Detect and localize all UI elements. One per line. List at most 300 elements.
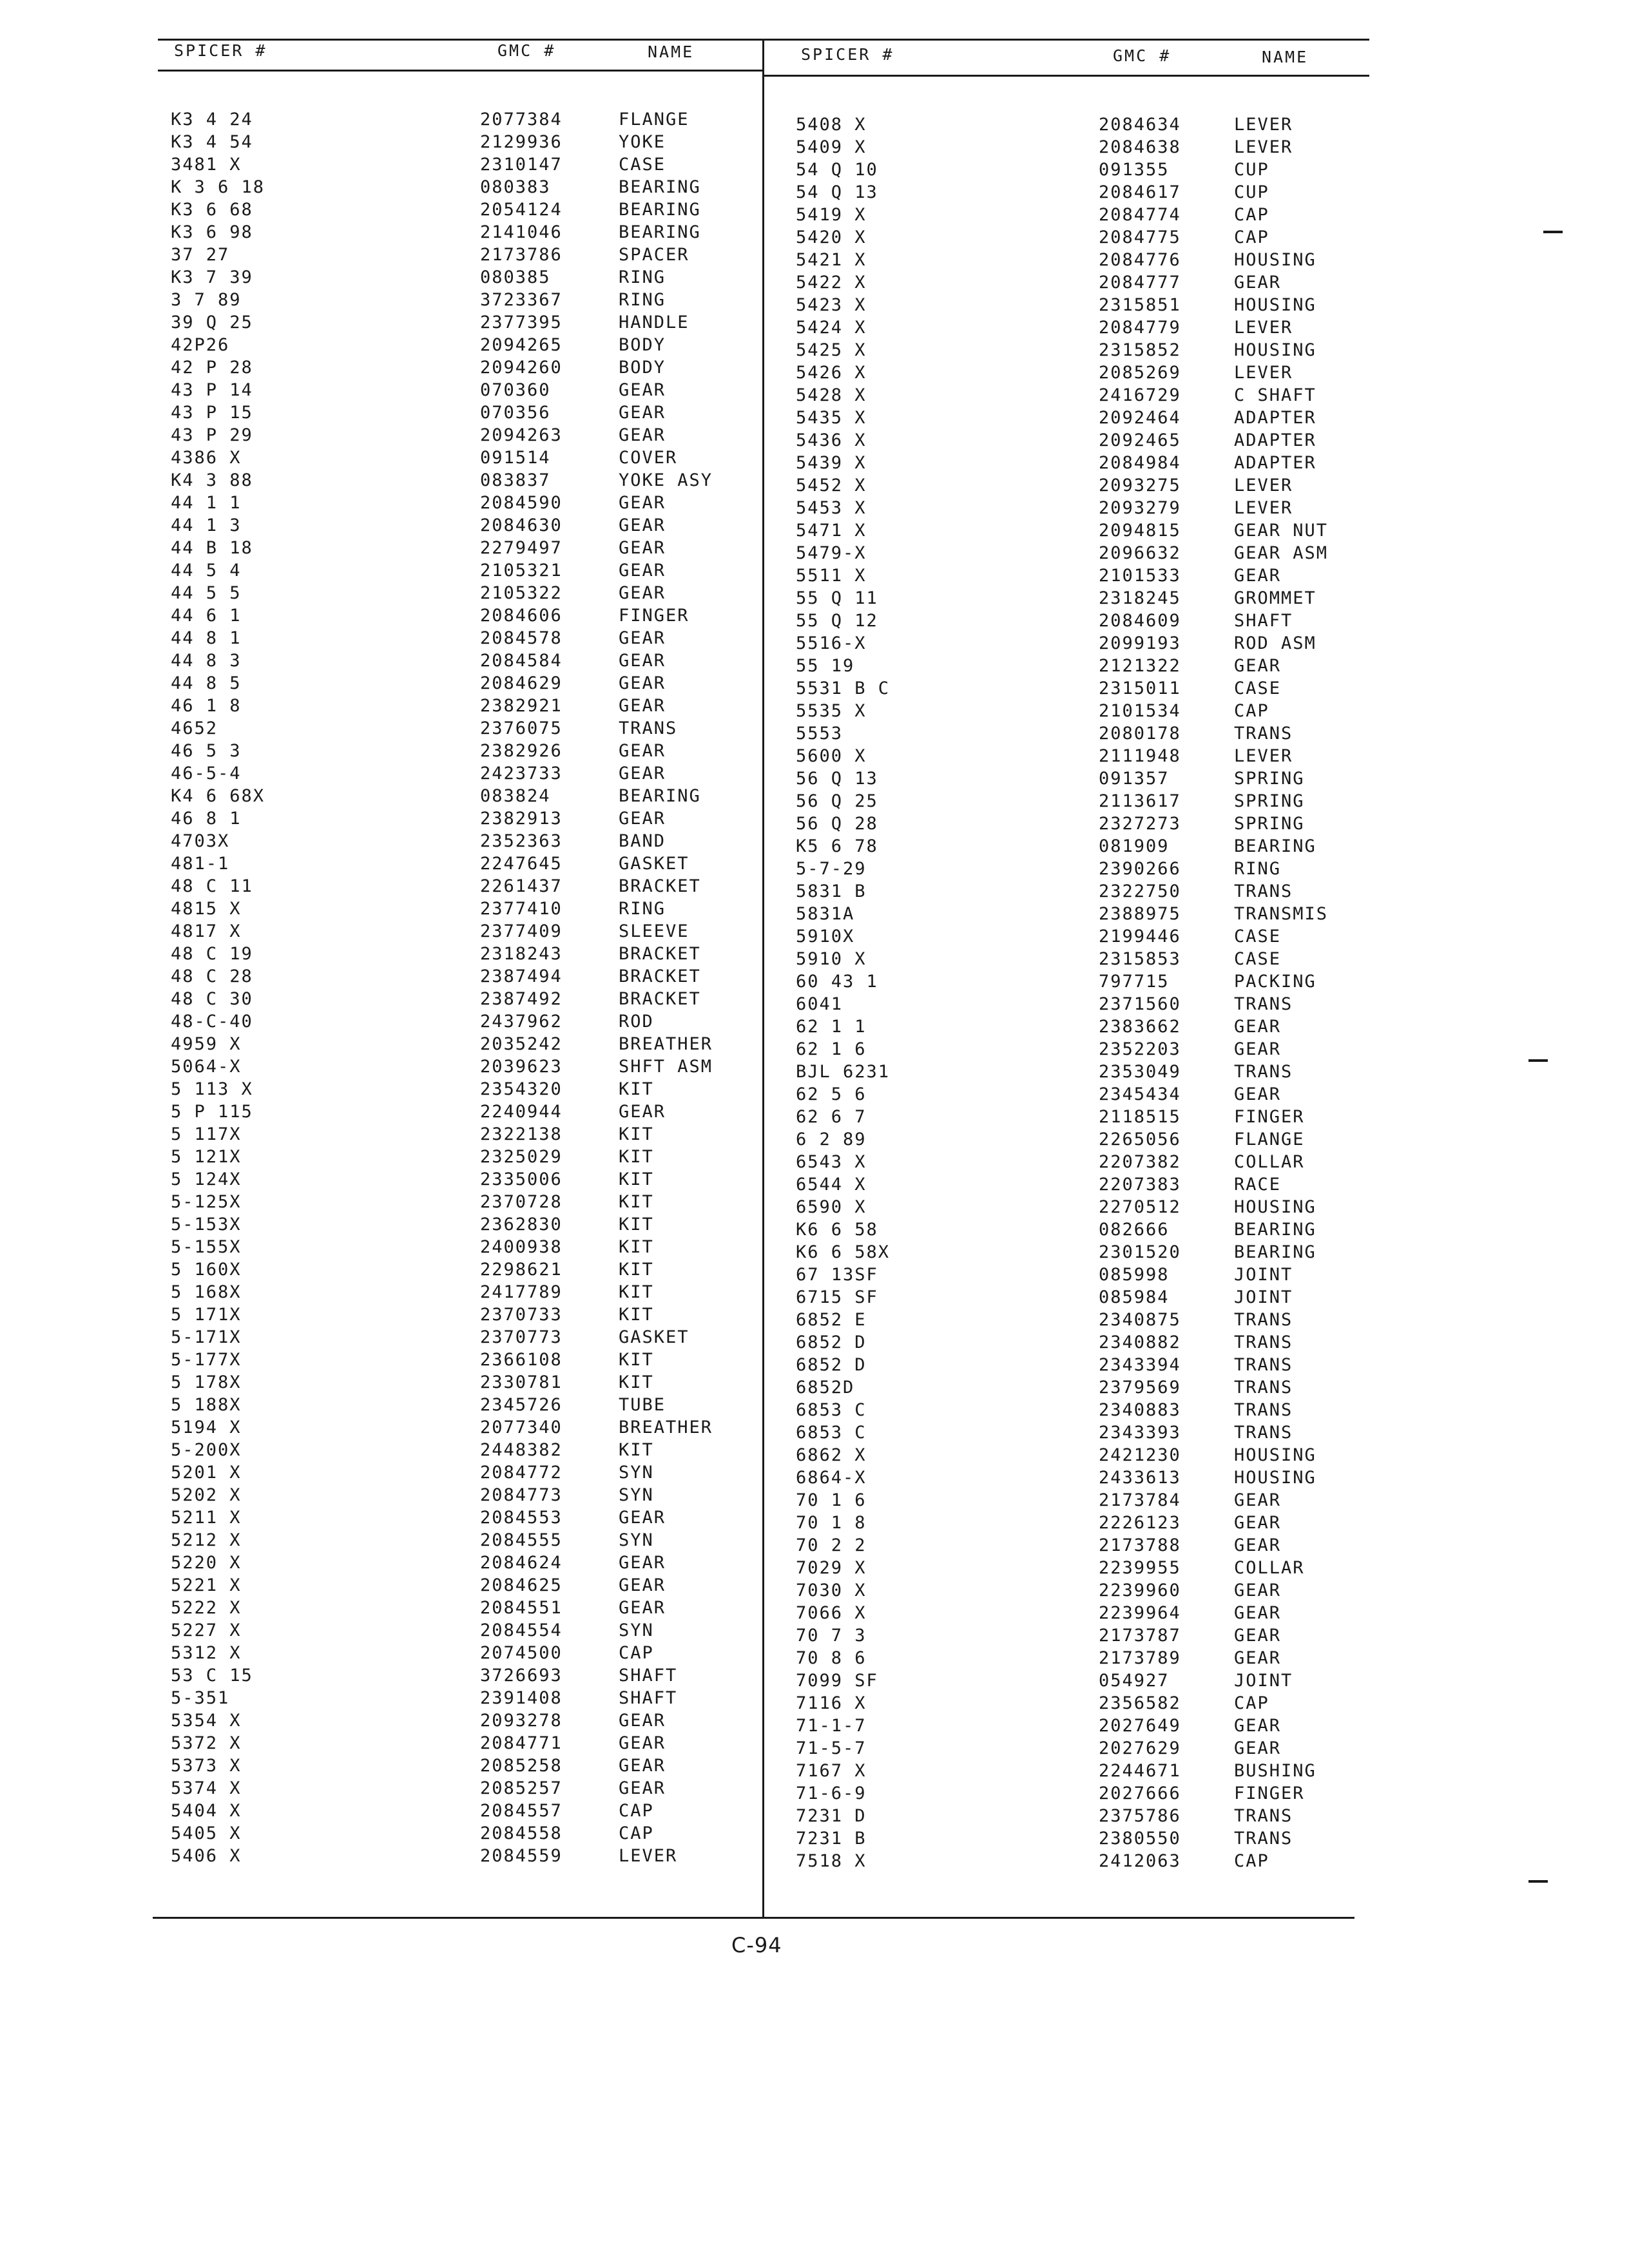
left-gmc-number: 2370733 [480,1305,563,1325]
left-gmc-number: 3723367 [480,290,563,310]
right-part-name: FINGER [1234,1107,1305,1127]
left-spicer-number: 3481 X [171,155,242,175]
right-spicer-column [796,113,890,1872]
right-part-name: CAP [1234,227,1269,247]
right-gmc-number: 2027649 [1099,1716,1181,1736]
left-part-name: GEAR [619,673,666,693]
right-gmc-number: 2433613 [1099,1468,1181,1488]
left-spicer-number: 4815 X [171,899,242,919]
right-part-name: TRANS [1234,724,1293,744]
left-gmc-number: 2417789 [480,1282,563,1302]
left-part-name: GEAR [619,515,666,535]
left-spicer-number: 5-200X [171,1440,242,1460]
right-spicer-number: 70 1 8 [796,1513,867,1533]
left-spicer-number: 44 5 5 [171,583,242,603]
left-spicer-number: 5406 X [171,1846,242,1866]
right-spicer-number: 71-5-7 [796,1738,867,1758]
right-part-name: LEVER [1234,115,1293,135]
left-gmc-number: 2382921 [480,696,563,716]
left-spicer-number: 44 1 3 [171,515,242,535]
right-part-name: CAP [1234,1851,1269,1871]
right-gmc-number: 2353049 [1099,1062,1181,1082]
left-spicer-number: 42P26 [171,335,230,355]
left-part-name: SYN [619,1530,654,1550]
left-gmc-number: 2084578 [480,628,563,648]
right-gmc-number: 082666 [1099,1220,1170,1240]
left-part-name: GASKET [619,1327,689,1347]
left-part-name: BAND [619,831,666,851]
right-gmc-number: 2421230 [1099,1445,1181,1465]
right-gmc-number: 2388975 [1099,904,1181,924]
right-spicer-number: 5600 X [796,746,867,766]
left-gmc-number: 2382913 [480,809,563,829]
right-gmc-number: 2239960 [1099,1581,1181,1600]
right-part-name: LEVER [1234,363,1293,383]
left-gmc-number: 2077340 [480,1418,563,1437]
right-spicer-number: 5426 X [796,363,867,383]
right-part-name: GEAR [1234,1581,1282,1600]
right-spicer-number: 60 43 1 [796,972,878,992]
right-gmc-number: 2173784 [1099,1490,1181,1510]
left-part-name: KIT [619,1260,654,1280]
left-gmc-number: 2400938 [480,1237,563,1257]
right-gmc-number: 2340875 [1099,1310,1181,1330]
right-part-name: LEVER [1234,137,1293,157]
left-part-name: YOKE [619,132,666,152]
left-spicer-number: 5 P 115 [171,1102,253,1122]
right-spicer-number: 5424 X [796,318,867,338]
right-gmc-number: 2265056 [1099,1129,1181,1149]
left-gmc-number: 2345726 [480,1395,563,1415]
left-part-name: SHAFT [619,1666,678,1686]
left-gmc-number: 2094265 [480,335,563,355]
right-part-name: GEAR [1234,1017,1282,1037]
right-spicer-number: 6715 SF [796,1287,878,1307]
right-part-name: ROD ASM [1234,633,1316,653]
right-part-name: CAP [1234,1693,1269,1713]
left-gmc-number: 2085258 [480,1756,563,1776]
left-spicer-number: 43 P 14 [171,380,253,400]
right-spicer-number: K6 6 58X [796,1242,891,1262]
right-part-name: GROMMET [1234,588,1316,608]
right-spicer-number: 7030 X [796,1581,867,1600]
header-gmc-right: GMC # [1113,46,1171,65]
left-spicer-number: 44 6 1 [171,606,242,626]
right-spicer-number: 5516-X [796,633,867,653]
header-bottom-rule-right [764,75,1369,77]
left-gmc-number: 070356 [480,403,551,423]
left-part-name: KIT [619,1282,654,1302]
left-part-name: BRACKET [619,944,701,964]
left-gmc-number: 2084630 [480,515,563,535]
right-gmc-number: 2084777 [1099,273,1181,293]
left-spicer-number: 5194 X [171,1418,242,1437]
left-part-name: BRACKET [619,876,701,896]
left-part-name: KIT [619,1305,654,1325]
right-spicer-number: 55 Q 12 [796,611,878,631]
right-gmc-number: 2084774 [1099,205,1181,225]
left-spicer-number: 3 7 89 [171,290,242,310]
left-spicer-number: 5212 X [171,1530,242,1550]
header-name-left: NAME [648,43,695,61]
left-gmc-number: 2085257 [480,1778,563,1798]
left-part-name: GEAR [619,1778,666,1798]
left-gmc-number: 2448382 [480,1440,563,1460]
left-gmc-number: 2084625 [480,1575,563,1595]
left-spicer-number: 5405 X [171,1823,242,1843]
left-spicer-number: 44 5 4 [171,561,242,581]
right-gmc-number: 2239964 [1099,1603,1181,1623]
right-part-name: GEAR [1234,1535,1282,1555]
right-spicer-number: 5435 X [796,408,867,428]
left-spicer-number: 5201 X [171,1463,242,1483]
right-spicer-number: 5439 X [796,453,867,473]
right-part-name: TRANS [1234,881,1293,901]
right-gmc-number: 2270512 [1099,1197,1181,1217]
right-part-name: CAP [1234,205,1269,225]
right-gmc-number: 2343393 [1099,1423,1181,1443]
left-spicer-number: K3 4 54 [171,132,253,152]
left-part-name: RING [619,899,666,919]
right-gmc-number: 2173788 [1099,1535,1181,1555]
left-spicer-number: 5354 X [171,1711,242,1731]
left-spicer-number: 4817 X [171,921,242,941]
left-part-name: KIT [619,1215,654,1235]
left-gmc-number: 2093278 [480,1711,563,1731]
right-gmc-number: 2113617 [1099,791,1181,811]
left-part-name: GEAR [619,628,666,648]
left-gmc-number: 2084590 [480,493,563,513]
right-part-name: GEAR [1234,1648,1282,1668]
left-part-name: GEAR [619,1575,666,1595]
right-spicer-number: 62 1 6 [796,1039,867,1059]
right-gmc-number: 2379569 [1099,1378,1181,1398]
right-gmc-column [1099,113,1181,1872]
right-gmc-number: 2244671 [1099,1761,1181,1781]
right-part-name: GEAR ASM [1234,543,1329,563]
right-part-name: GEAR [1234,1626,1282,1646]
right-spicer-number: 6 2 89 [796,1129,867,1149]
left-part-name: GEAR [619,583,666,603]
right-gmc-number: 2093275 [1099,476,1181,495]
left-gmc-number: 2362830 [480,1215,563,1235]
right-gmc-number: 2092465 [1099,430,1181,450]
left-spicer-number: 39 Q 25 [171,312,253,332]
left-part-name: KIT [619,1350,654,1370]
right-spicer-number: 5422 X [796,273,867,293]
left-gmc-number: 2377410 [480,899,563,919]
right-part-name: GEAR [1234,1603,1282,1623]
left-spicer-number: 5-177X [171,1350,242,1370]
left-spicer-number: 44 8 5 [171,673,242,693]
left-gmc-number: 2387492 [480,989,563,1009]
left-gmc-number: 2084557 [480,1801,563,1821]
left-spicer-number: 5372 X [171,1733,242,1753]
left-spicer-number: 5 188X [171,1395,242,1415]
footer-rule [153,1917,1354,1919]
left-gmc-column [480,108,563,1867]
right-part-name: GEAR NUT [1234,521,1329,541]
right-gmc-number: 2375786 [1099,1806,1181,1826]
right-gmc-number: 2093279 [1099,498,1181,518]
left-part-name: CASE [619,155,666,175]
right-gmc-number: 2084617 [1099,182,1181,202]
right-part-name: TRANS [1234,1423,1293,1443]
left-gmc-number: 080385 [480,267,551,287]
left-gmc-number: 2322138 [480,1124,563,1144]
left-part-name: RING [619,267,666,287]
right-part-name: COLLAR [1234,1558,1305,1578]
right-spicer-number: K5 6 78 [796,836,878,856]
right-spicer-number: 56 Q 28 [796,814,878,834]
right-spicer-number: 5535 X [796,701,867,721]
margin-mark [1543,231,1563,233]
left-spicer-number: 44 B 18 [171,538,253,558]
right-gmc-number: 2094815 [1099,521,1181,541]
left-part-name: FLANGE [619,110,689,130]
left-spicer-number: 53 C 15 [171,1666,253,1686]
right-gmc-number: 2315851 [1099,295,1181,315]
right-part-name: BUSHING [1234,1761,1316,1781]
right-gmc-number: 2084634 [1099,115,1181,135]
left-part-name: GEAR [619,1553,666,1573]
left-gmc-number: 2141046 [480,222,563,242]
right-spicer-number: 5471 X [796,521,867,541]
right-gmc-number: 091355 [1099,160,1170,180]
left-part-name: TRANS [619,718,678,738]
left-gmc-number: 2298621 [480,1260,563,1280]
left-spicer-number: 5 160X [171,1260,242,1280]
right-part-name: COLLAR [1234,1152,1305,1172]
right-part-name: TRANS [1234,1332,1293,1352]
left-gmc-number: 2310147 [480,155,563,175]
left-spicer-number: 5374 X [171,1778,242,1798]
right-part-name: BEARING [1234,1220,1316,1240]
left-spicer-number: 48 C 19 [171,944,253,964]
right-part-name: GEAR [1234,1490,1282,1510]
right-part-name: TRANS [1234,1378,1293,1398]
right-spicer-number: 5553 [796,724,843,744]
left-part-name: BODY [619,358,666,378]
right-spicer-number: 6041 [796,994,843,1014]
left-gmc-number: 2382926 [480,741,563,761]
right-spicer-number: 5419 X [796,205,867,225]
left-part-name: BODY [619,335,666,355]
left-spicer-number: 4386 X [171,448,242,468]
right-gmc-number: 2340883 [1099,1400,1181,1420]
left-part-name: BEARING [619,177,701,197]
right-part-name: GEAR [1234,656,1282,676]
left-part-name: BEARING [619,200,701,220]
right-spicer-number: 62 1 1 [796,1017,867,1037]
right-gmc-number: 2080178 [1099,724,1181,744]
right-gmc-number: 2027629 [1099,1738,1181,1758]
left-part-name: GEAR [619,809,666,829]
left-spicer-number: 5 117X [171,1124,242,1144]
left-part-name: KIT [619,1372,654,1392]
left-spicer-number: K3 4 24 [171,110,253,130]
right-part-name: LEVER [1234,476,1293,495]
left-gmc-number: 2325029 [480,1147,563,1167]
right-gmc-number: 2340882 [1099,1332,1181,1352]
left-gmc-number: 3726693 [480,1666,563,1686]
right-spicer-number: 5423 X [796,295,867,315]
left-spicer-number: K4 3 88 [171,470,253,490]
left-gmc-number: 2084773 [480,1485,563,1505]
right-part-name: HOUSING [1234,1468,1316,1488]
left-gmc-number: 2318243 [480,944,563,964]
right-spicer-number: 5409 X [796,137,867,157]
left-spicer-number: 5312 X [171,1643,242,1663]
right-gmc-number: 2352203 [1099,1039,1181,1059]
left-gmc-number: 2084558 [480,1823,563,1843]
page-number: C-94 [731,1933,782,1957]
right-spicer-number: 5408 X [796,115,867,135]
right-spicer-number: 6864-X [796,1468,867,1488]
right-spicer-number: 70 2 2 [796,1535,867,1555]
right-spicer-number: 6852 D [796,1332,867,1352]
left-spicer-number: 46 8 1 [171,809,242,829]
left-spicer-number: 4703X [171,831,230,851]
left-spicer-number: 5 178X [171,1372,242,1392]
right-spicer-number: 7231 D [796,1806,867,1826]
left-part-name: KIT [619,1192,654,1212]
left-part-name: KIT [619,1169,654,1189]
right-part-name: GEAR [1234,1738,1282,1758]
right-part-name: CUP [1234,160,1269,180]
right-gmc-number: 2318245 [1099,588,1181,608]
left-gmc-number: 2077384 [480,110,563,130]
left-spicer-number: 5404 X [171,1801,242,1821]
left-gmc-number: 2084554 [480,1620,563,1640]
right-part-name: GEAR [1234,1513,1282,1533]
left-spicer-number: 46-5-4 [171,764,242,783]
left-part-name: CAP [619,1801,654,1821]
margin-mark [1528,1880,1548,1883]
left-spicer-number: 5 168X [171,1282,242,1302]
left-part-name: FINGER [619,606,689,626]
right-spicer-number: 62 5 6 [796,1084,867,1104]
right-part-name: LEVER [1234,746,1293,766]
right-spicer-number: 6852 D [796,1355,867,1375]
right-gmc-number: 2343394 [1099,1355,1181,1375]
left-gmc-number: 2129936 [480,132,563,152]
right-part-name: TRANS [1234,1400,1293,1420]
left-gmc-number: 2105321 [480,561,563,581]
left-gmc-number: 2084606 [480,606,563,626]
left-gmc-number: 2376075 [480,718,563,738]
right-part-name: TRANS [1234,1355,1293,1375]
right-gmc-number: 2118515 [1099,1107,1181,1127]
right-gmc-number: 2345434 [1099,1084,1181,1104]
left-spicer-number: 4652 [171,718,218,738]
right-spicer-number: 7167 X [796,1761,867,1781]
left-gmc-number: 2423733 [480,764,563,783]
header-spicer-left: SPICER # [174,41,267,60]
left-spicer-number: 44 1 1 [171,493,242,513]
left-part-name: GEAR [619,1598,666,1618]
right-gmc-number: 2199446 [1099,927,1181,947]
left-spicer-number: 48-C-40 [171,1012,253,1032]
right-gmc-number: 081909 [1099,836,1170,856]
right-spicer-number: 55 Q 11 [796,588,878,608]
left-part-name: BRACKET [619,989,701,1009]
right-part-name: RACE [1234,1175,1282,1195]
right-name-column [1234,113,1328,1872]
left-gmc-number: 2094260 [480,358,563,378]
left-gmc-number: 2084629 [480,673,563,693]
right-spicer-number: 5420 X [796,227,867,247]
right-gmc-number: 2111948 [1099,746,1181,766]
right-gmc-number: 2084776 [1099,250,1181,270]
left-part-name: GEAR [619,1756,666,1776]
left-gmc-number: 2054124 [480,200,563,220]
right-part-name: HOUSING [1234,340,1316,360]
right-spicer-number: 6852 E [796,1310,867,1330]
left-gmc-number: 2366108 [480,1350,563,1370]
right-part-name: HOUSING [1234,250,1316,270]
right-gmc-number: 2380550 [1099,1829,1181,1849]
left-name-column [619,108,713,1867]
right-spicer-number: 7116 X [796,1693,867,1713]
right-gmc-number: 797715 [1099,972,1170,992]
left-gmc-number: 2084624 [480,1553,563,1573]
right-part-name: GEAR [1234,1039,1282,1059]
right-part-name: CAP [1234,701,1269,721]
left-gmc-number: 2354320 [480,1079,563,1099]
right-spicer-number: 5910 X [796,949,867,969]
left-part-name: GEAR [619,380,666,400]
right-spicer-number: 71-1-7 [796,1716,867,1736]
right-part-name: HOUSING [1234,1197,1316,1217]
right-gmc-number: 2383662 [1099,1017,1181,1037]
left-gmc-number: 2084771 [480,1733,563,1753]
right-gmc-number: 2101533 [1099,566,1181,586]
right-spicer-number: 5531 B C [796,678,891,698]
left-part-name: KIT [619,1079,654,1099]
right-gmc-number: 2084984 [1099,453,1181,473]
left-part-name: SHFT ASM [619,1057,713,1077]
left-part-name: SLEEVE [619,921,689,941]
right-spicer-number: 56 Q 13 [796,769,878,789]
right-gmc-number: 085998 [1099,1265,1170,1285]
left-gmc-number: 2330781 [480,1372,563,1392]
left-part-name: GEAR [619,561,666,581]
right-part-name: FLANGE [1234,1129,1305,1149]
left-spicer-number: 48 C 30 [171,989,253,1009]
right-spicer-number: 70 8 6 [796,1648,867,1668]
left-gmc-number: 2094263 [480,425,563,445]
left-part-name: GEAR [619,651,666,671]
right-spicer-number: 6590 X [796,1197,867,1217]
right-gmc-number: 2412063 [1099,1851,1181,1871]
left-gmc-number: 083837 [480,470,551,490]
left-spicer-number: 5211 X [171,1508,242,1528]
header-gmc-left: GMC # [497,41,556,60]
left-part-name: BEARING [619,786,701,806]
right-part-name: GEAR [1234,1084,1282,1104]
right-spicer-number: 56 Q 25 [796,791,878,811]
left-part-name: BREATHER [619,1418,713,1437]
right-spicer-number: 5910X [796,927,855,947]
left-gmc-number: 2335006 [480,1169,563,1189]
left-spicer-number: 44 8 3 [171,651,242,671]
right-part-name: SPRING [1234,814,1305,834]
left-part-name: GEAR [619,1508,666,1528]
right-gmc-number: 2301520 [1099,1242,1181,1262]
left-gmc-number: 2173786 [480,245,563,265]
right-gmc-number: 2371560 [1099,994,1181,1014]
